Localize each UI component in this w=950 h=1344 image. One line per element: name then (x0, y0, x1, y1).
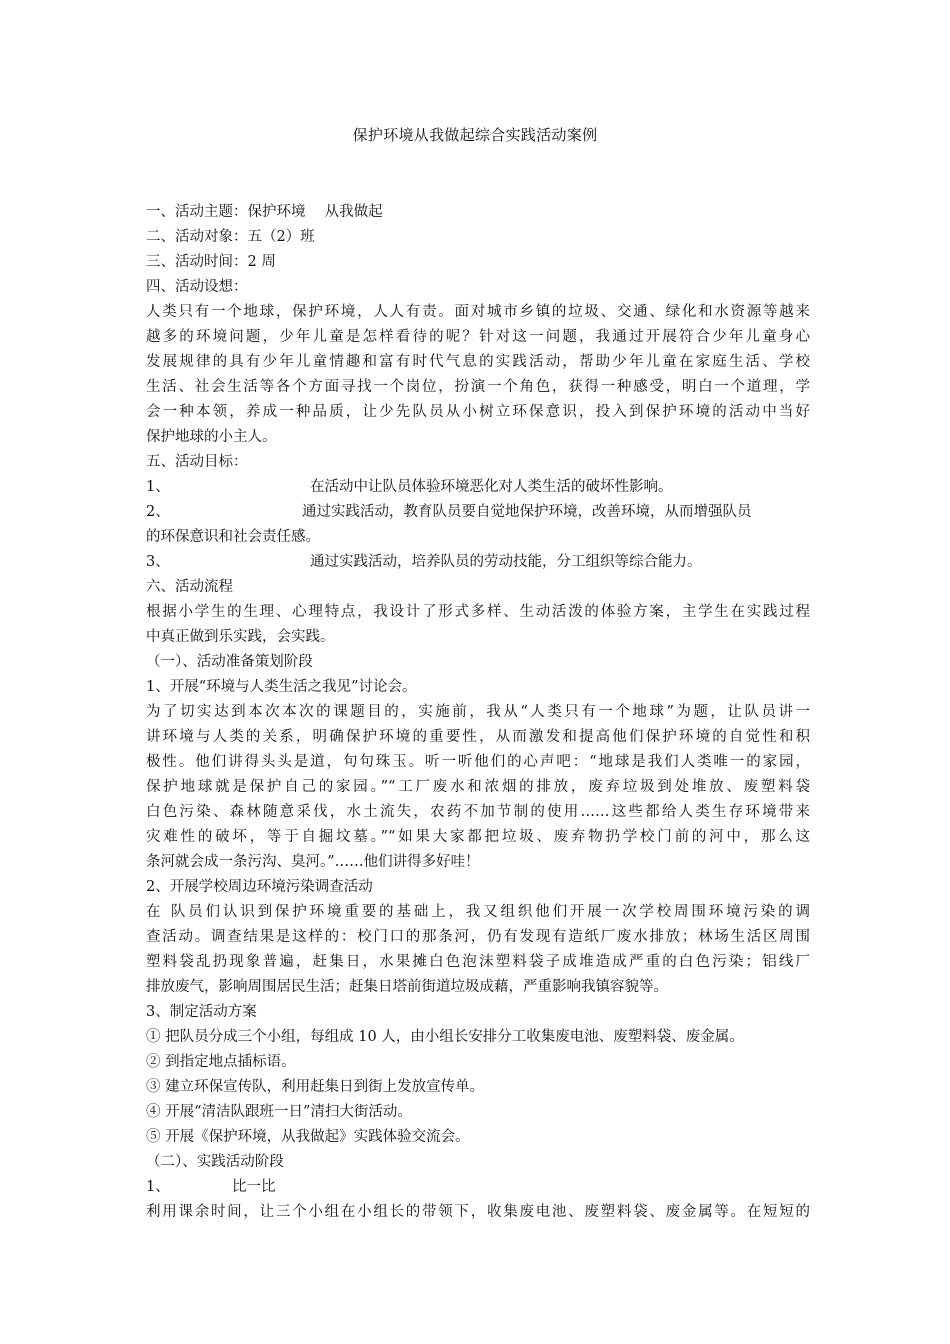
text-line (146, 775, 810, 800)
text-line (146, 600, 810, 625)
text-line (146, 225, 810, 250)
text-line (146, 275, 810, 300)
text-line (146, 800, 810, 825)
line-text: 查活动。调查结果是这样的：校门口的那条河，仍有发现有造纸厂废水排放；林场生活区周围 (146, 929, 810, 945)
text-line (146, 375, 810, 400)
line-text: 排放废气，影响周围居民生活；赶集日塔前街道垃圾成藉，严重影响我镇容貌等。 (146, 979, 668, 995)
line-text: 二、活动对象：五（2）班 (146, 229, 315, 245)
line-text: 讲环境与人类的关系，明确保护环境的重要性，从而激发和提高他们保护环境的自觉性和积 (146, 729, 810, 745)
text-line (146, 750, 810, 775)
document-body (146, 200, 810, 1225)
text-line (146, 950, 810, 975)
line-text: 的环保意识和社会责任感。 (146, 529, 320, 545)
line-text: ④ 开展“清洁队跟班一日”清扫大街活动。 (146, 1104, 412, 1120)
line-text: 四、活动设想： (146, 279, 248, 295)
line-text: 1、 (146, 1179, 170, 1195)
line-text: 保护地球就是保护自己的家园。”“工厂废水和浓烟的排放，废弃垃圾到处堆放、废塑料袋 (146, 779, 810, 795)
text-line (146, 450, 810, 475)
text-line (146, 675, 810, 700)
text-line (146, 1200, 810, 1225)
line-text: 保护地球的小主人。 (146, 429, 277, 445)
document-title: 保护环境从我做起综合实践活动案例 (352, 126, 598, 144)
text-line (146, 525, 810, 550)
line-text: 根据小学生的生理、心理特点，我设计了形式多样、生动活泼的体验方案，主学生在实践过程 (146, 604, 810, 620)
text-line (146, 1150, 810, 1175)
text-line (146, 725, 810, 750)
line-text: 三、活动时间：2 周 (146, 254, 276, 270)
text-line (146, 500, 810, 525)
text-line (146, 1050, 810, 1075)
text-line (146, 475, 810, 500)
text-line (146, 575, 810, 600)
line-text: 一、活动主题：保护环境 从我做起 (146, 204, 383, 220)
line-text: 塑料袋乱扔现象普遍，赶集日，水果摊白色泡沫塑料袋子成堆造成严重的白色污染；铝线厂 (146, 954, 810, 970)
text-line (146, 1175, 810, 1200)
line-text: 3、制定活动方案 (146, 1004, 257, 1020)
text-line (146, 850, 810, 875)
line-text: 越多的环境问题，少年儿童是怎样看待的呢？针对这一问题，我通过开展符合少年儿童身心 (146, 329, 810, 345)
line-text: 2、 (146, 504, 170, 520)
line-text: 白色污染、森林随意采伐，水土流失，农药不加节制的使用……这些都给人类生存环境带来 (146, 804, 810, 820)
text-line (146, 200, 810, 225)
line-text: ⑤ 开展《保护环境，从我做起》实践体验交流会。 (146, 1129, 470, 1145)
text-line (146, 825, 810, 850)
line-text: 灾难性的破坏，等于自掘坟墓。”“如果大家都把垃圾、废弃物扔学校门前的河中，那么这 (146, 829, 810, 845)
line-text: 1、 (146, 479, 170, 495)
line-text: 发展规律的具有少年儿童情趣和富有时代气息的实践活动，帮助少年儿童在家庭生活、学校 (146, 354, 810, 370)
text-line (146, 1025, 810, 1050)
line-text: 六、活动流程 (146, 579, 233, 595)
text-line (146, 325, 810, 350)
line-text: ① 把队员分成三个小组，每组成 10 人，由小组长安排分工收集废电池、废塑料袋、废金属。 (146, 1029, 744, 1045)
text-line (146, 925, 810, 950)
line-text: 条河就会成一条污沟、臭河。”……他们讲得多好哇！ (146, 854, 480, 870)
line-text: ② 到指定地点插标语。 (146, 1054, 296, 1070)
text-line (146, 700, 810, 725)
text-line (146, 1075, 810, 1100)
line-text: 为了切实达到本次本次的课题目的，实施前，我从“人类只有一个地球”为题，让队员讲一 (146, 704, 810, 720)
line-text: 利用课余时间，让三个小组在小组长的带领下，收集废电池、废塑料袋、废金属等。在短短的 (146, 1204, 810, 1220)
line-text: 人类只有一个地球，保护环境，人人有责。面对城市乡镇的垃圾、交通、绿化和水资源等越来 (146, 304, 810, 320)
text-line (146, 875, 810, 900)
line-text: 1、开展“环境与人类生活之我见”讨论会。 (146, 679, 417, 695)
line-text: ③ 建立环保宣传队，利用赶集日到街上发放宣传单。 (146, 1079, 485, 1095)
text-line (146, 1000, 810, 1025)
line-text: 会一种本领，养成一种品质，让少先队员从小树立环保意识，投入到保护环境的活动中当好 (146, 404, 810, 420)
text-line (146, 400, 810, 425)
text-line (146, 425, 810, 450)
text-line (146, 350, 810, 375)
text-line (146, 300, 810, 325)
text-line (146, 550, 810, 575)
line-continuation: 比一比 (232, 1179, 276, 1195)
line-text: 生活、社会生活等各个方面寻找一个岗位，扮演一个角色，获得一种感受，明白一个道理，学 (146, 379, 810, 395)
text-line (146, 900, 810, 925)
line-text: 3、 (146, 554, 170, 570)
line-text: 在 队员们认识到保护环境重要的基础上，我又组织他们开展一次学校周围环境污染的调 (146, 904, 810, 920)
line-text: （一）、活动准备策划阶段 (146, 654, 313, 670)
text-line (146, 975, 810, 1000)
text-line (146, 250, 810, 275)
text-line (146, 1100, 810, 1125)
line-continuation: 在活动中让队员体验环境恶化对人类生活的破坏性影响。 (310, 479, 673, 495)
line-continuation: 通过实践活动，培养队员的劳动技能，分工组织等综合能力。 (310, 554, 702, 570)
text-line (146, 625, 810, 650)
line-text: （二）、实践活动阶段 (146, 1154, 284, 1170)
text-line (146, 1125, 810, 1150)
line-text: 2、开展学校周边环境污染调查活动 (146, 879, 373, 895)
line-text: 极性。他们讲得头头是道，句句珠玉。听一听他们的心声吧：“地球是我们人类唯一的家园， (146, 754, 810, 770)
line-text: 中真正做到乐实践，会实践。 (146, 629, 335, 645)
line-text: 五、活动目标： (146, 454, 248, 470)
text-line (146, 650, 810, 675)
line-continuation: 通过实践活动，教育队员要自觉地保护环境，改善环境，从而增强队员 (302, 504, 752, 520)
